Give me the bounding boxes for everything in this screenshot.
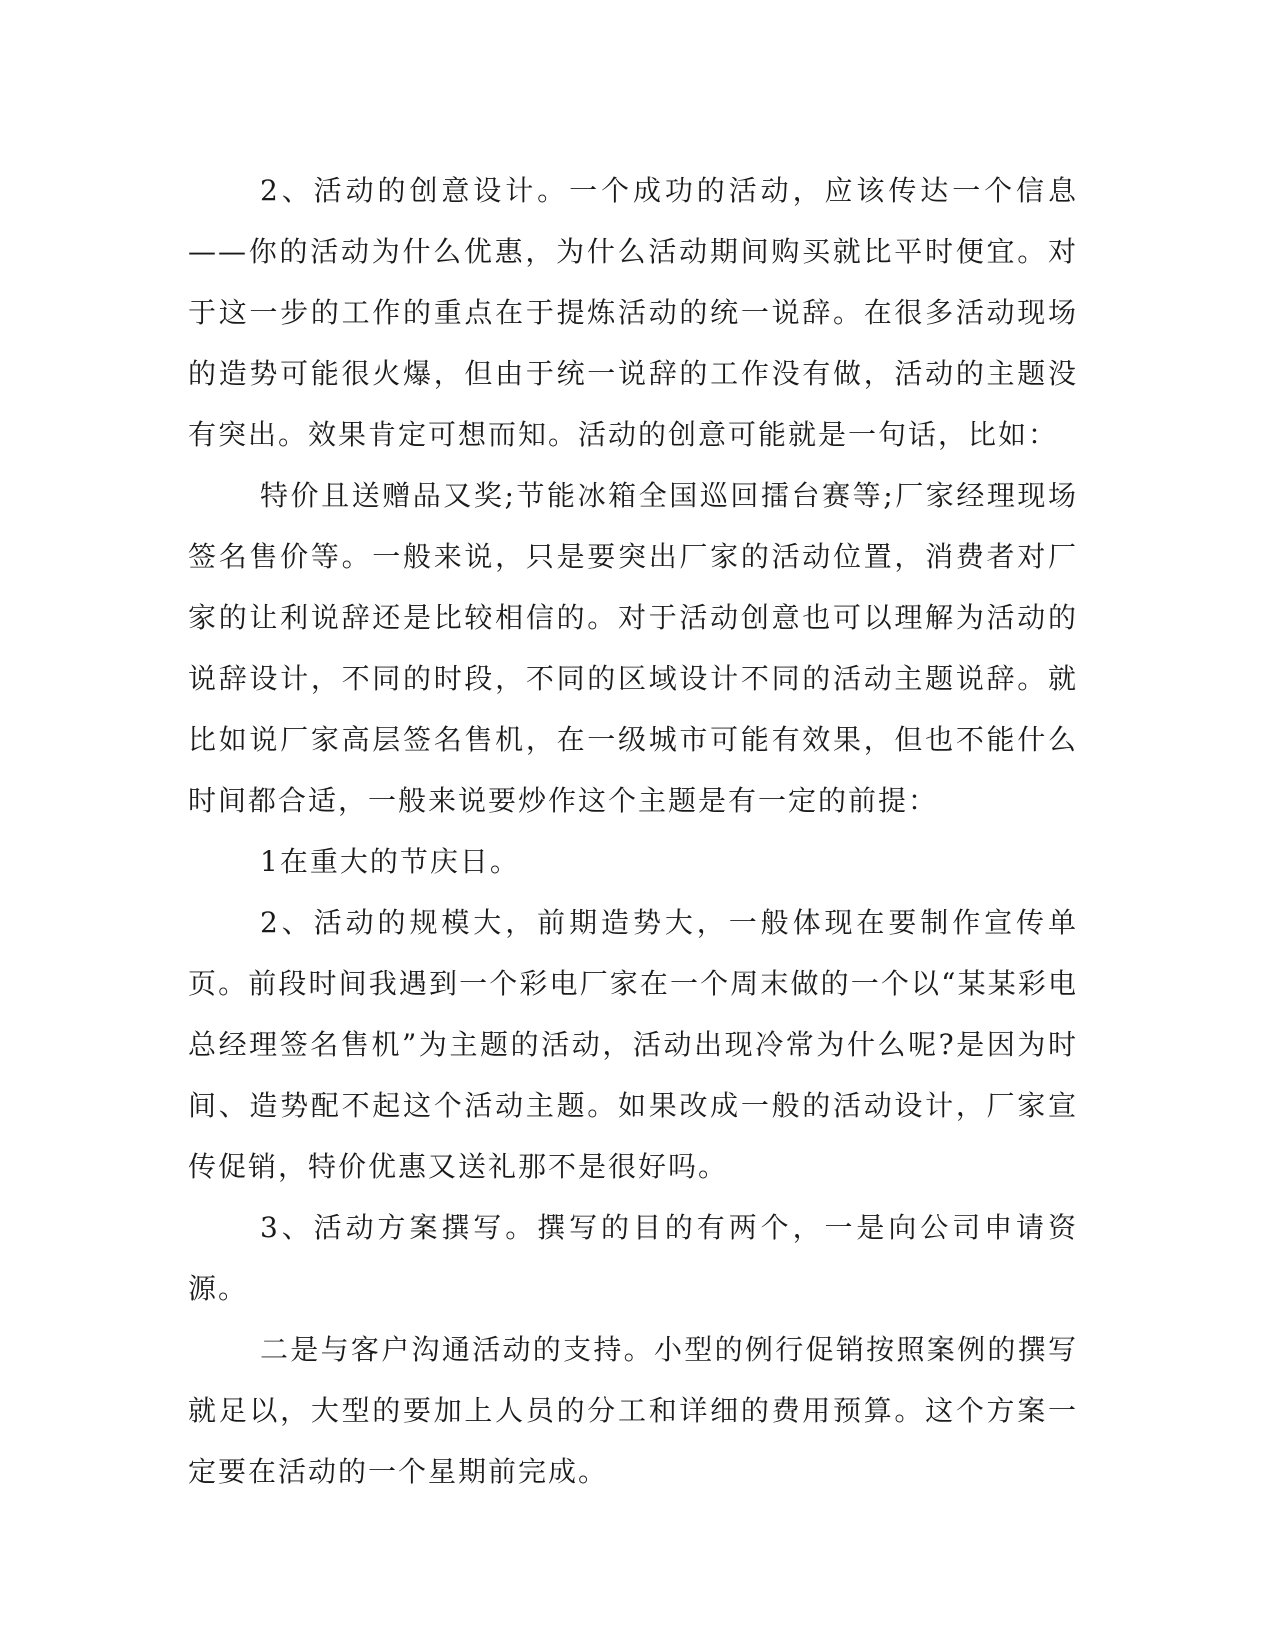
paragraph-festival-condition: 1在重大的节庆日。	[260, 845, 520, 878]
paragraph-creative-design: 2、活动的创意设计。一个成功的活动，应该传达一个信息——你的活动为什么优惠，为什么活动期间购买就比平时便宜。对于这一步的工作的重点在于提炼活动的统一说辞。在很多活动现场的造势可能很火爆，但由于统一说辞的工作没有做，活动的主题没有突出。效果肯定可想而知。活动的创意可能就是一句话，比如：	[188, 174, 1078, 451]
paragraph-scale-condition: 2、活动的规模大，前期造势大，一般体现在要制作宣传单页。前段时间我遇到一个彩电厂家在一个周末做的一个以“某某彩电总经理签名售机”为主题的活动，活动出现冷常为什么呢?是因为时间、造势配不起这个活动主题。如果改成一般的活动设计，厂家宣传促销，特价优惠又送礼那不是很好吗。	[188, 906, 1078, 1183]
paragraph-plan-writing: 3、活动方案撰写。撰写的目的有两个，一是向公司申请资源。	[188, 1211, 1078, 1305]
paragraph-examples: 特价且送赠品又奖;节能冰箱全国巡回擂台赛等;厂家经理现场签名售价等。一般来说，只是要突出厂家的活动位置，消费者对厂家的让利说辞还是比较相信的。对于活动创意也可以理解为活动的说辞设计，不同的时段，不同的区域设计不同的活动主题说辞。就比如说厂家高层签名售机，在一级城市可能有效果，但也不能什么时间都合适，一般来说要炒作这个主题是有一定的前提：	[188, 479, 1078, 817]
paragraph-customer-support: 二是与客户沟通活动的支持。小型的例行促销按照案例的撰写就足以，大型的要加上人员的分工和详细的费用预算。这个方案一定要在活动的一个星期前完成。	[188, 1333, 1078, 1488]
document-body	[188, 160, 1078, 1502]
